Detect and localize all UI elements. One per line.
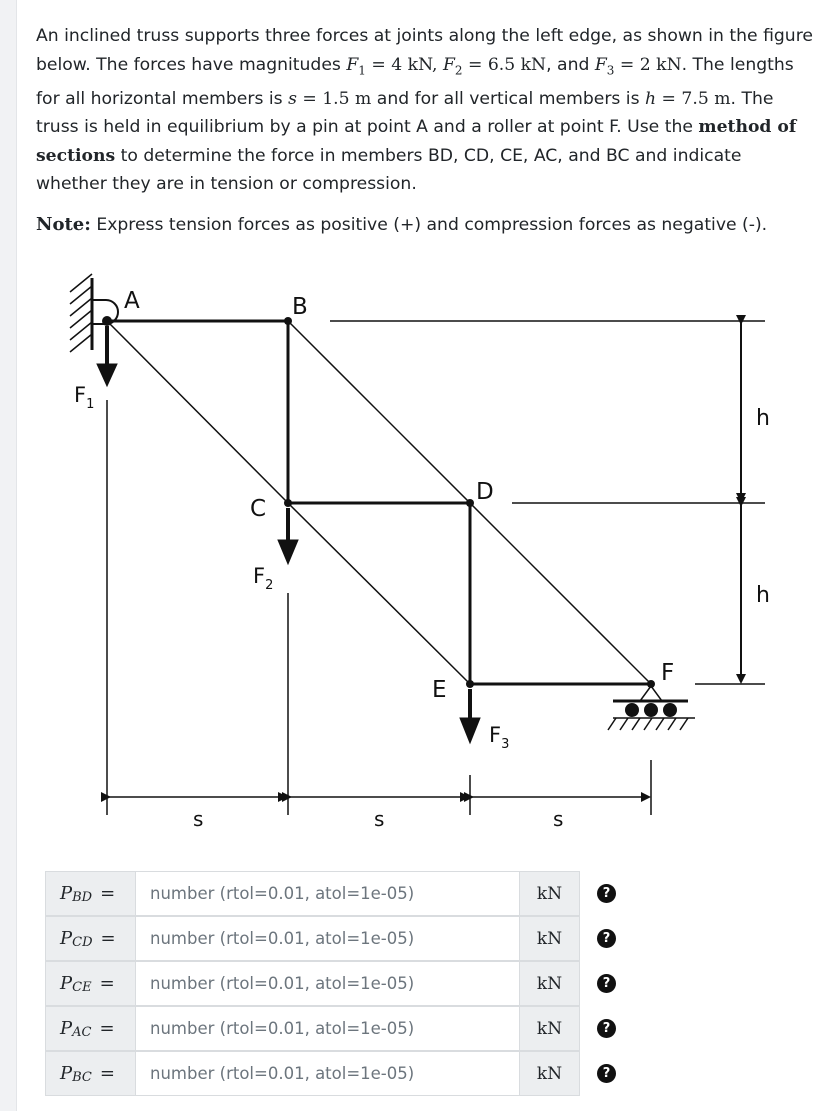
math-s: s = 1.5 m <box>288 88 372 109</box>
joint-D <box>466 499 474 507</box>
math-F2: $F_2 = 6.5$ kN <box>442 54 547 78</box>
label-F3: $F_3$ <box>489 723 510 752</box>
answer-input-CD[interactable]: number (rtol=0.01, atol=1e-05) <box>135 916 520 961</box>
answer-row-AC <box>45 1006 633 1051</box>
force-F3-head <box>460 718 480 743</box>
answer-table <box>45 871 633 1096</box>
extension-lines <box>107 321 765 815</box>
label-A: A <box>124 288 140 314</box>
math-F1: $F_1 = 4$ kN, <box>346 54 443 78</box>
label-D: D <box>476 479 494 505</box>
dim-s-label-3: s <box>553 807 564 830</box>
unit-label: kN <box>520 916 580 961</box>
method-emphasis: method of sections <box>36 117 797 166</box>
problem-text-3: and for all vertical members is <box>371 88 646 109</box>
roller-support <box>608 686 695 730</box>
label-E: E <box>432 677 447 703</box>
help-button[interactable] <box>580 961 633 1006</box>
problem-text-4: . The truss is held in equilibrium by a pin at point A and a roller at point F. Use the <box>36 88 774 138</box>
answer-input-BC[interactable]: number (rtol=0.01, atol=1e-05) <box>135 1051 520 1096</box>
answer-row-BD <box>45 871 633 916</box>
note-text: Express tension forces as positive (+) and compression forces as negative (-). <box>90 215 768 235</box>
force-F2-head <box>278 540 298 564</box>
help-button[interactable] <box>580 871 633 916</box>
help-icon[interactable]: ? <box>597 929 616 948</box>
answer-row-CE <box>45 961 633 1006</box>
answer-label: P CD = <box>45 916 135 961</box>
member-AC <box>107 321 288 503</box>
answer-row-CD <box>45 916 633 961</box>
unit-label: kN <box>520 871 580 916</box>
answer-label: P AC = <box>45 1006 135 1051</box>
label-F1: $F_1$ <box>74 383 95 412</box>
dim-h-label-2: h <box>756 583 770 608</box>
problem-text-5: to determine the force in members BD, CD, CE, AC, and BC and indicate whether they are in tension or compression. <box>36 145 742 195</box>
joint-B <box>284 317 292 325</box>
member-CE <box>288 503 470 684</box>
note-label: Note: <box>36 214 91 235</box>
help-icon[interactable]: ? <box>597 974 616 993</box>
answer-label: P CE = <box>45 961 135 1006</box>
problem-text-1: An inclined truss supports three forces at joints along the left edge, as shown in the figure below. The forces have magnitudes <box>36 26 813 75</box>
unit-label: kN <box>520 961 580 1006</box>
label-C: C <box>250 496 267 522</box>
label-F: F <box>661 660 675 686</box>
answer-input-BD[interactable]: number (rtol=0.01, atol=1e-05) <box>135 871 520 916</box>
joint-A <box>102 316 112 326</box>
wall-support <box>70 274 92 352</box>
note <box>36 214 767 235</box>
answer-row-BC <box>45 1051 633 1096</box>
help-button[interactable] <box>580 916 633 961</box>
answer-input-AC[interactable]: number (rtol=0.01, atol=1e-05) <box>135 1006 520 1051</box>
answer-input-CE[interactable]: number (rtol=0.01, atol=1e-05) <box>135 961 520 1006</box>
help-icon[interactable]: ? <box>597 1019 616 1038</box>
dim-h-label-1: h <box>756 406 770 431</box>
problem-statement <box>36 22 816 199</box>
truss-figure <box>60 270 780 830</box>
joint-E <box>466 680 474 688</box>
math-h: h = 7.5 m <box>645 88 731 109</box>
help-icon[interactable]: ? <box>597 884 616 903</box>
label-B: B <box>292 294 308 320</box>
answer-label: P BD = <box>45 871 135 916</box>
math-F3: $F_3 = 2$ kN <box>594 54 682 78</box>
label-F2: $F_2$ <box>253 564 274 593</box>
dim-s-label-2: s <box>374 807 385 830</box>
help-button[interactable] <box>580 1006 633 1051</box>
force-F1-head <box>97 364 117 386</box>
left-margin-bar <box>0 0 17 1111</box>
problem-and: , and <box>546 54 595 75</box>
dim-s-label-1: s <box>193 807 204 830</box>
help-icon[interactable]: ? <box>597 1064 616 1083</box>
unit-label: kN <box>520 1006 580 1051</box>
joint-C <box>284 499 292 507</box>
help-button[interactable] <box>580 1051 633 1096</box>
unit-label: kN <box>520 1051 580 1096</box>
problem-text-2: . The lengths for all horizontal members is <box>36 54 794 109</box>
answer-label: P BC = <box>45 1051 135 1096</box>
